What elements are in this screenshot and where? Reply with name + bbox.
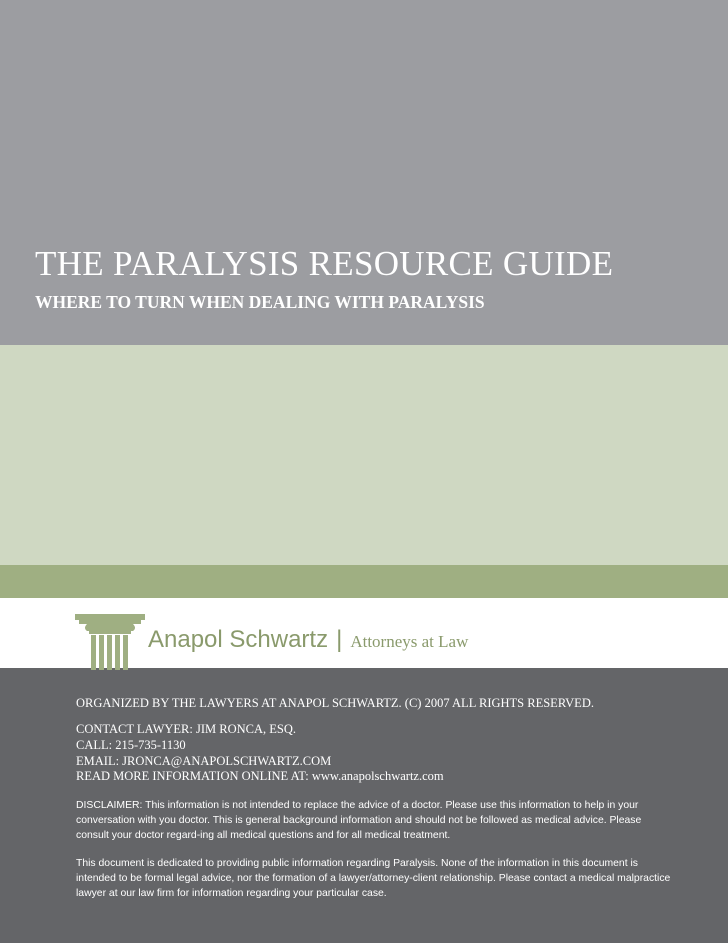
call-line: CALL: 215-735-1130 bbox=[76, 738, 186, 752]
light-green-band bbox=[0, 345, 728, 565]
contact-lawyer-line: CONTACT LAWYER: JIM RONCA, ESQ. bbox=[76, 722, 296, 736]
page-subtitle: WHERE TO TURN WHEN DEALING WITH PARALYSIS bbox=[35, 292, 485, 312]
page-title: THE PARALYSIS RESOURCE GUIDE bbox=[35, 244, 614, 283]
green-stripe bbox=[0, 565, 728, 598]
brand-name: Anapol Schwartz bbox=[148, 626, 329, 653]
brand-tagline: Attorneys at Law bbox=[350, 632, 469, 651]
dedication-paragraph: This document is dedicated to providing public information regarding Paralysis. None of the information in this document is intended to be formal legal advice, nor the formation of a lawyer/attorney-client relationship. Please contact a medical malpractice lawyer at our law firm for information regarding your particular case. bbox=[76, 858, 671, 899]
column-pillar-icon bbox=[75, 614, 145, 670]
brand-separator: | bbox=[336, 626, 343, 653]
email-line: EMAIL: JRONCA@ANAPOLSCHWARTZ.COM bbox=[76, 754, 332, 768]
read-more-line: READ MORE INFORMATION ONLINE AT: www.anapolschwartz.com bbox=[76, 769, 444, 783]
disclaimer-paragraph: DISCLAIMER: This information is not intended to replace the advice of a doctor. Please use this information to help in your conversation with you doctor. This is general background information and should not be followed as medical advice. Please consult your doctor regard-ing all medical questions and for all medical treatment. bbox=[76, 800, 642, 841]
organized-by-line: ORGANIZED BY THE LAWYERS AT ANAPOL SCHWARTZ. (C) 2007 ALL RIGHTS RESERVED. bbox=[76, 696, 594, 710]
brand-logo bbox=[148, 626, 468, 654]
